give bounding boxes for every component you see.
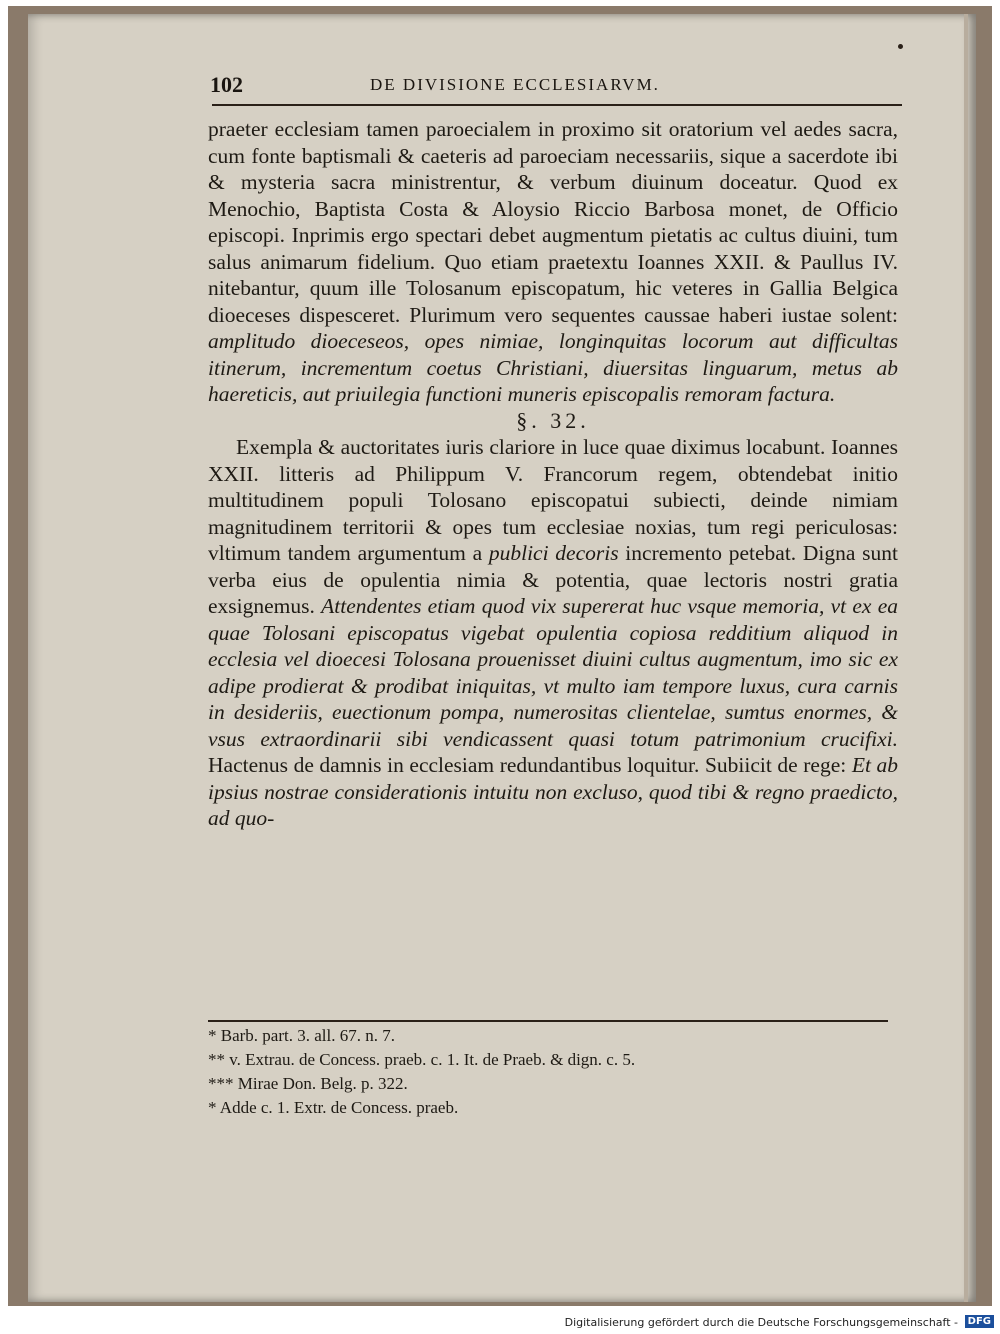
ink-dot	[898, 44, 903, 49]
footnote: ** v. Extrau. de Concess. praeb. c. 1. It. de Praeb. & dign. c. 5.	[208, 1050, 636, 1069]
section-heading: §. 32.	[516, 407, 590, 433]
footnote: * Barb. part. 3. all. 67. n. 7.	[208, 1026, 395, 1045]
dfg-logo: DFG	[965, 1315, 994, 1328]
paragraph-2-text-e: Hactenus de damnis in ecclesiam redundantibus loquitur. Subiicit de rege:	[208, 753, 852, 777]
header-rule	[212, 104, 902, 106]
footnote-rule	[208, 1020, 888, 1022]
paragraph-1	[208, 116, 898, 408]
paragraph-2-italic-b: publici decoris	[488, 541, 619, 565]
paragraph-1-text: praeter ecclesiam tamen paroecialem in proximo sit oratorium vel aedes sacra, cum fonte baptismali & caeteris ad paroeciam necessariis, sique a sacerdote ibi & mysteria sacra ministrentur, & verbum diuinum doceatur. Quod ex Menochio, Baptista Costa & Aloysio Riccio Barbosa monet, de Officio episcopi. Inprimis ergo spectari debet augmentum pietatis ac cultus diuini, tum salus animarum fidelium. Quo etiam praetextu Ioannes XXII. & Paullus IV. nitebantur, quum ille Tolosanum episcopatum, hic veteres in Gallia Belgica dioeceses dispesceret. Plurimum vero sequentes caussae haberi iustae solent:	[208, 117, 898, 327]
footnotes	[208, 1024, 898, 1120]
paragraph-2-text-c: incremento petebat. Digna sunt verba eius de opulentia nimia & potentia, quae lectoris nostri gratia exsignemus.	[208, 541, 898, 618]
running-head	[210, 72, 900, 98]
paragraph-2-text-a: Exempla & auctoritates iuris clariore in luce quae diximus locabunt. Ioannes XXII. litteris ad Philippum V. Francorum regem, obtendebat initio multitudinem populi Tolosano episcopatui subiecti, deinde nimiam magnitudinem territorii & opes tum ecclesiae noxias, tum regi periculosas: vltimum tandem argumentum a	[208, 435, 898, 565]
main-text	[208, 116, 898, 832]
attribution-bar	[0, 1310, 1000, 1334]
footnote: * Adde c. 1. Extr. de Concess. praeb.	[208, 1098, 459, 1117]
page-number: 102	[210, 72, 243, 97]
footnote: *** Mirae Don. Belg. p. 322.	[208, 1074, 408, 1093]
paragraph-2	[208, 434, 898, 832]
page-edge	[964, 14, 968, 1302]
running-title: DE DIVISIONE ECCLESIARVM.	[370, 75, 660, 94]
paragraph-2-quote-f: Et ab ipsius nostrae considerationis intuitu non excluso, quod tibi & regno praedicto, ad quo-	[208, 753, 898, 830]
paragraph-1-italic: amplitudo dioeceseos, opes nimiae, longinquitas locorum aut difficultas itinerum, incrementum coetus Christiani, diuersitas linguarum, metus ab haereticis, aut priuilegia functioni muneris episcopalis remoram factura.	[208, 329, 898, 406]
paragraph-2-quote: Attendentes etiam quod vix supererat huc vsque memoria, vt ex ea quae Tolosani episcopatus vigebat opulentia copiosa redditium aliquod in ecclesia vel dioecesi Tolosana prouenisset diuini cultus augmentum, imo sic ex adipe prodierat & prodibat iniquitas, vt multo iam tempore luxus, cura carnis in desideriis, euectionum pompa, numerositas clientelae, sumtus enormes, & vsus extraordinarii sibi vendicassent quasi totum patrimonium crucifixi.	[208, 594, 898, 751]
attribution-text: Digitalisierung gefördert durch die Deutsche Forschungsgemeinschaft -	[564, 1316, 958, 1329]
